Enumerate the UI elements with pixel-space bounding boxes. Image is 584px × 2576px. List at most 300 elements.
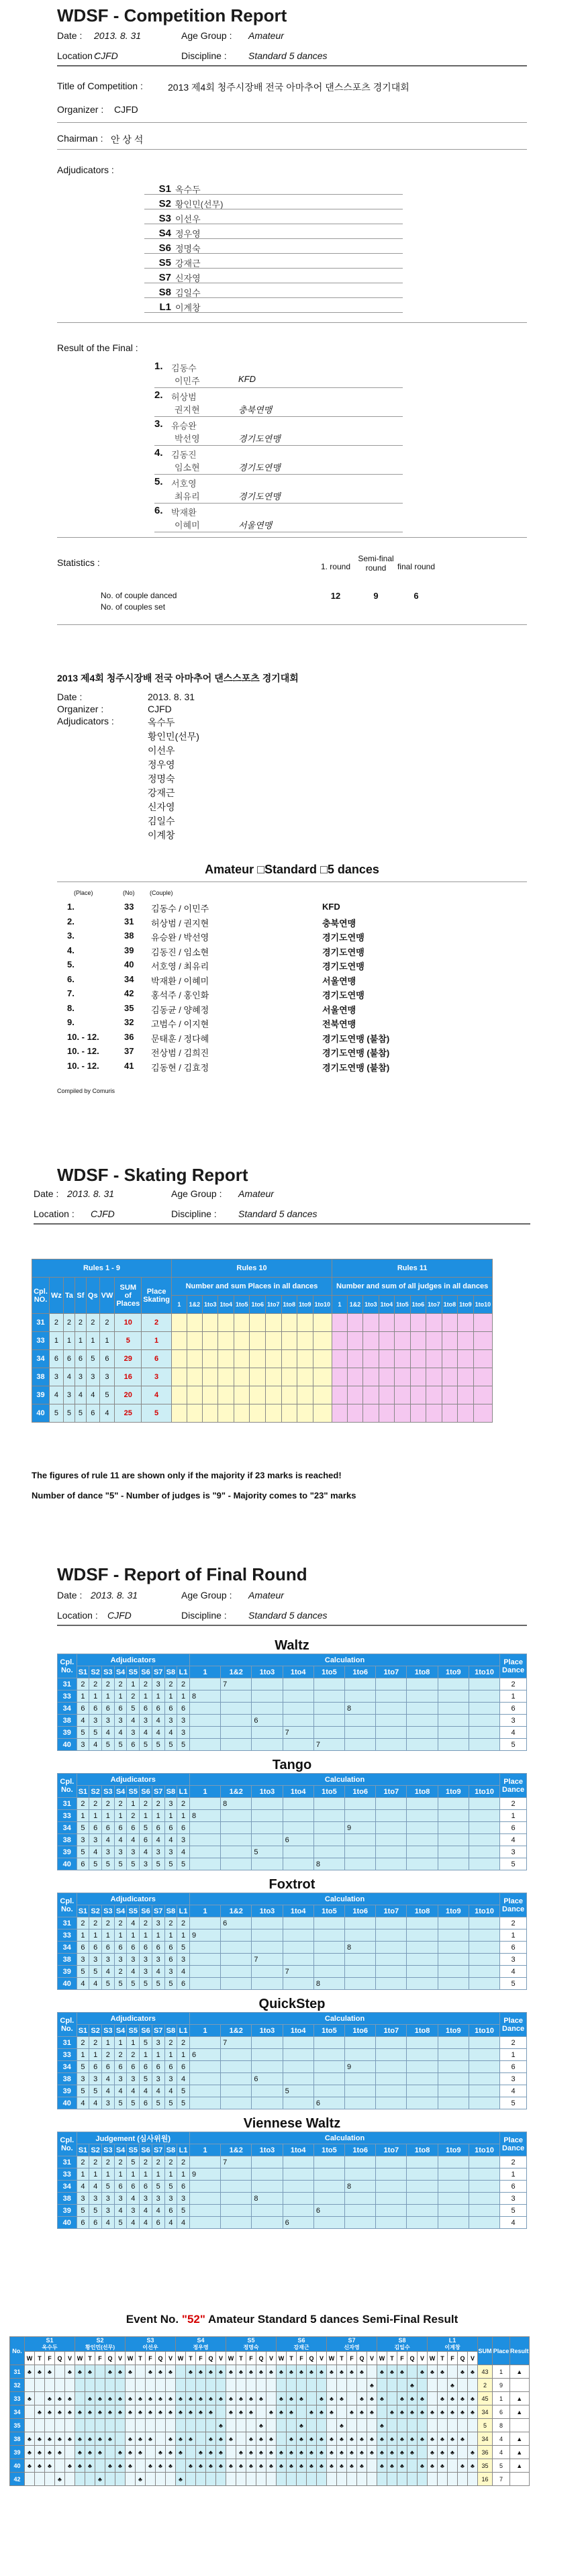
mark-cell: ♣ — [317, 2405, 327, 2419]
dance-letter: V — [418, 2352, 428, 2365]
col-judge: S1 — [77, 1666, 89, 1678]
rule-11-cell — [410, 1350, 426, 1368]
col-cpl: Cpl. No. — [58, 1774, 77, 1798]
calc-cell — [252, 2085, 283, 2097]
judge-mark: 4 — [164, 1727, 177, 1739]
calc-cell — [283, 2181, 313, 2193]
col-dance: Ta — [63, 1278, 75, 1314]
finalist-club: 서울연맹 — [238, 520, 273, 530]
mark-cell — [95, 2459, 105, 2473]
mark-cell: ♣ — [206, 2365, 216, 2379]
col-adjudicators: Adjudicators — [77, 2013, 189, 2025]
calc-cell — [345, 1810, 376, 1822]
calc-cell: 9 — [189, 1929, 220, 1942]
mark-cell — [428, 2379, 438, 2392]
mark-cell: ♣ — [357, 2446, 367, 2459]
rule-10-cell — [234, 1314, 250, 1332]
mark-cell — [65, 2379, 75, 2392]
col-calc: 1to10 — [469, 2025, 499, 2037]
rule-11-cell — [426, 1332, 442, 1350]
judge-mark: 1 — [140, 1929, 152, 1942]
judge-mark: 5 — [177, 1739, 190, 1751]
calc-cell — [345, 2073, 376, 2085]
date-value: 2013. 8. 31 — [94, 30, 142, 41]
calc-cell — [469, 2217, 499, 2229]
rule-11-cell — [426, 1314, 442, 1332]
mark-cell: ♣ — [95, 2405, 105, 2419]
mark-cell: ♣ — [45, 2446, 55, 2459]
place-dance: 5 — [500, 1978, 527, 1990]
calc-cell — [221, 1966, 252, 1978]
calc-cell — [345, 2193, 376, 2205]
col-calc: 1to7 — [376, 2025, 407, 2037]
calc-cell — [313, 1929, 344, 1942]
date-value: 2013. 8. 31 — [91, 1590, 138, 1601]
dance-place: 1 — [86, 1332, 99, 1350]
mark-cell: ♣ — [35, 2446, 45, 2459]
judge-mark: 2 — [89, 1917, 102, 1929]
calc-cell — [345, 1966, 376, 1978]
place-dance: 3 — [500, 1846, 527, 1858]
dance-place: 3 — [63, 1386, 75, 1404]
rule-11-cell — [473, 1404, 493, 1423]
judge-mark: 5 — [89, 2205, 102, 2217]
rule-10-cell — [202, 1404, 218, 1423]
rule-11-cell — [363, 1386, 379, 1404]
calc-cell — [252, 1739, 283, 1751]
rule-11-cell — [410, 1386, 426, 1404]
calc-cell — [221, 1703, 252, 1715]
col-judge: S2 — [89, 1905, 102, 1917]
divider — [57, 881, 527, 882]
mark-cell — [287, 2379, 297, 2392]
dance-place: 2 — [75, 1314, 86, 1332]
summary-place: 8. — [67, 1002, 75, 1013]
col-calc: 1to3 — [252, 1786, 283, 1798]
mark-cell: ♣ — [75, 2459, 85, 2473]
summary-no: 38 — [124, 931, 134, 941]
cpl-no: 31 — [58, 1798, 77, 1810]
calc-cell — [469, 2073, 499, 2085]
rule-11-cell — [363, 1332, 379, 1350]
mark-cell — [236, 2379, 246, 2392]
summary-couple: 전상범 / 김희진 — [151, 1048, 209, 1058]
col-judge: S5 — [127, 1666, 140, 1678]
calc-cell — [313, 1727, 344, 1739]
calc-cell — [252, 1810, 283, 1822]
judge-mark: 1 — [77, 1690, 89, 1703]
mark-cell: ♣ — [196, 2405, 206, 2419]
col-adjudicators: Adjudicators — [77, 1774, 189, 1786]
mark-cell: ♣ — [407, 2379, 418, 2392]
dance-place: 4 — [63, 1368, 75, 1386]
mark-cell: ♣ — [95, 2446, 105, 2459]
calc-cell — [438, 1727, 469, 1739]
mark-cell: ♣ — [206, 2446, 216, 2459]
chairman-label: Chairman : — [57, 133, 103, 144]
judge-mark: 5 — [114, 2217, 127, 2229]
calc-cell — [438, 2097, 469, 2109]
mark-cell: ♣ — [226, 2432, 236, 2446]
mark-cell — [297, 2473, 307, 2486]
col-judge: S7 — [152, 1666, 164, 1678]
col-place-range: 1to4 — [379, 1296, 395, 1314]
judge-mark: 6 — [177, 1978, 190, 1990]
mark-cell: ♣ — [317, 2432, 327, 2446]
dance-place: 6 — [86, 1404, 99, 1423]
mark-cell: ♣ — [85, 2432, 95, 2446]
rule-10-cell — [313, 1404, 332, 1423]
judge-mark: 3 — [89, 1715, 102, 1727]
dance-letter: F — [95, 2352, 105, 2365]
judge-mark: 2 — [164, 1917, 177, 1929]
calc-cell — [252, 2205, 283, 2217]
finalist-place: 6. — [154, 505, 163, 516]
judge-header — [277, 2337, 327, 2352]
judge-mark: 1 — [177, 2049, 190, 2061]
mark-cell — [25, 2405, 35, 2419]
calc-cell — [469, 1715, 499, 1727]
summary-place: 4. — [67, 945, 75, 955]
place-dance: 1 — [500, 1929, 527, 1942]
mark-cell: ♣ — [347, 2432, 357, 2446]
adjudicator-name: 황인민(선무) — [175, 199, 224, 209]
organizer-label: Organizer : — [57, 104, 104, 115]
judge-mark: 1 — [89, 1690, 102, 1703]
judge-mark: 3 — [164, 1715, 177, 1727]
col-adjudicators: Adjudicators — [77, 1654, 189, 1666]
place-skating: 2 — [142, 1314, 172, 1332]
calc-cell — [189, 1703, 220, 1715]
mark-cell: ♣ — [196, 2459, 206, 2473]
place-skating: 3 — [142, 1368, 172, 1386]
col-judge: S8 — [164, 2025, 177, 2037]
calc-cell — [252, 2181, 283, 2193]
mark-cell: ♣ — [287, 2432, 297, 2446]
semifinal-row — [10, 2419, 530, 2432]
mark-cell: ♣ — [327, 2392, 337, 2405]
dance-place: 5 — [75, 1404, 86, 1423]
adjudicator-code: L1 — [159, 301, 171, 313]
judge-mark: 1 — [102, 1810, 115, 1822]
rule-10-cell — [281, 1368, 297, 1386]
mark-cell — [458, 2446, 468, 2459]
mark-cell: ♣ — [438, 2432, 448, 2446]
col-place-range: 1to6 — [410, 1296, 426, 1314]
judge-mark: 1 — [152, 2168, 164, 2181]
rule-10-cell — [297, 1386, 313, 1404]
dance-place: 6 — [99, 1350, 115, 1368]
dance-letter: W — [377, 2352, 387, 2365]
judge-mark: 6 — [140, 1703, 152, 1715]
col-calc: 1to9 — [438, 2025, 469, 2037]
judge-mark: 1 — [152, 2049, 164, 2061]
calc-cell — [469, 1929, 499, 1942]
col-place-range: 1&2 — [187, 1296, 202, 1314]
finalist-row — [154, 417, 403, 446]
mark-cell: ♣ — [246, 2365, 256, 2379]
col-adjudicators: Judgement (심사위원) — [77, 2132, 189, 2144]
judge-mark: 5 — [152, 1858, 164, 1870]
calc-cell — [376, 2073, 407, 2085]
semifinal-row — [10, 2446, 530, 2459]
judge-mark: 5 — [127, 2097, 140, 2109]
dance-row — [58, 1678, 527, 1690]
col-judge: S7 — [152, 1905, 164, 1917]
calc-cell — [345, 2156, 376, 2168]
col-judge: L1 — [177, 1666, 190, 1678]
calc-cell — [345, 1715, 376, 1727]
rules-10-header: Rules 10 — [171, 1259, 332, 1278]
mark-cell: ♣ — [186, 2405, 196, 2419]
calc-cell — [345, 1739, 376, 1751]
calc-cell — [376, 2085, 407, 2097]
skating-row — [32, 1368, 493, 1386]
mark-cell: ♣ — [166, 2432, 176, 2446]
mark-cell: ♣ — [146, 2392, 156, 2405]
calc-cell: 8 — [313, 1858, 344, 1870]
col-judge: S5 — [127, 1905, 140, 1917]
calc-cell — [345, 2037, 376, 2049]
dance-letter: F — [347, 2352, 357, 2365]
calc-cell — [252, 1678, 283, 1690]
rule-10-cell — [187, 1332, 202, 1350]
rule-10-cell — [281, 1314, 297, 1332]
rule-11-cell — [426, 1368, 442, 1386]
calc-cell — [313, 1798, 344, 1810]
col-calc: 1to5 — [313, 1666, 344, 1678]
calc-cell — [283, 1858, 313, 1870]
skating-note-1: The figures of rule 11 are shown only if the majority if 23 marks is reached! — [32, 1470, 342, 1480]
calc-cell — [438, 1846, 469, 1858]
summary-club: 경기도연맹 — [322, 947, 364, 957]
calc-cell — [283, 2097, 313, 2109]
rule-10-cell — [281, 1386, 297, 1404]
discipline-value: Standard 5 dances — [238, 1208, 318, 1219]
dance-row — [58, 2073, 527, 2085]
location-value: CJFD — [91, 1208, 115, 1219]
compiled-by: Compiled by Comuris — [57, 1088, 115, 1094]
mark-cell — [468, 2419, 478, 2432]
rule-11-cell — [473, 1350, 493, 1368]
col-calc: 1to5 — [313, 1786, 344, 1798]
calc-cell — [283, 1678, 313, 1690]
sum: 35 — [478, 2459, 493, 2473]
dance-letter: W — [75, 2352, 85, 2365]
mark-cell — [95, 2419, 105, 2432]
age-group-value: Amateur — [248, 1590, 284, 1601]
stat-col-2: Semi-final round — [358, 554, 394, 573]
calc-cell — [313, 1690, 344, 1703]
dance-row — [58, 2217, 527, 2229]
calc-cell — [252, 1822, 283, 1834]
calc-cell — [345, 2217, 376, 2229]
calc-cell — [469, 1917, 499, 1929]
divider — [57, 322, 527, 323]
calc-cell: 7 — [221, 2037, 252, 2049]
calc-cell — [221, 2181, 252, 2193]
sum-of-places: 20 — [115, 1386, 142, 1404]
calc-cell — [221, 1846, 252, 1858]
dance-letter: T — [85, 2352, 95, 2365]
mark-cell: ♣ — [297, 2459, 307, 2473]
calc-cell: 8 — [313, 1978, 344, 1990]
judge-mark: 1 — [152, 1929, 164, 1942]
judge-name: 옥수두 — [42, 2344, 58, 2350]
calc-cell: 8 — [221, 1798, 252, 1810]
mark-cell: ♣ — [428, 2405, 438, 2419]
location-label: Location : — [57, 50, 98, 61]
mark-cell — [327, 2419, 337, 2432]
mark-cell — [196, 2379, 206, 2392]
judge-mark: 6 — [89, 2061, 102, 2073]
col-judge: S6 — [140, 2144, 152, 2156]
mark-cell — [115, 2419, 126, 2432]
divider — [34, 1223, 530, 1225]
judge-mark: 3 — [127, 2073, 140, 2085]
judge-mark: 2 — [77, 2156, 89, 2168]
col-calc: 1to8 — [407, 2144, 438, 2156]
col-place-range: 1to4 — [218, 1296, 234, 1314]
dance-table — [57, 1893, 527, 1990]
summary-couple: 서호영 / 최유리 — [151, 961, 209, 971]
dance-place: 6 — [63, 1350, 75, 1368]
mark-cell — [75, 2473, 85, 2486]
rule-10-cell — [234, 1332, 250, 1350]
mark-cell: ♣ — [448, 2405, 458, 2419]
mark-cell: ♣ — [377, 2459, 387, 2473]
finalist-club: KFD — [238, 374, 256, 384]
calc-cell — [407, 1678, 438, 1690]
mark-cell: ♣ — [25, 2365, 35, 2379]
rule-10-cell — [187, 1314, 202, 1332]
mark-cell: ♣ — [65, 2432, 75, 2446]
mark-cell — [297, 2405, 307, 2419]
mark-cell: ♣ — [448, 2392, 458, 2405]
mark-cell — [297, 2379, 307, 2392]
mark-cell — [367, 2365, 377, 2379]
mark-cell: ♣ — [176, 2392, 186, 2405]
judge-mark: 3 — [177, 1727, 190, 1739]
col-calc: 1&2 — [221, 1666, 252, 1678]
judge-mark: 3 — [152, 1917, 164, 1929]
judge-name: 강재근 — [293, 2344, 309, 2350]
calc-cell — [407, 1954, 438, 1966]
col-calculation: Calculation — [189, 1654, 499, 1666]
summary-couple: 허상범 / 권지현 — [151, 918, 209, 928]
mark-cell: ♣ — [377, 2432, 387, 2446]
calc-cell — [345, 1690, 376, 1703]
calc-cell — [189, 2217, 220, 2229]
rule-11-cell — [458, 1314, 474, 1332]
col-judge: S7 — [152, 2144, 164, 2156]
mark-cell: ♣ — [387, 2459, 397, 2473]
judge-mark: 2 — [140, 1678, 152, 1690]
mark-cell — [387, 2379, 397, 2392]
mark-cell: ♣ — [156, 2459, 166, 2473]
adjudicator-list — [144, 181, 403, 314]
dance-row — [58, 1954, 527, 1966]
col-judge: S6 — [140, 1905, 152, 1917]
judge-mark: 4 — [152, 2205, 164, 2217]
adjudicator-row — [144, 196, 403, 211]
dance-block — [57, 1758, 527, 1870]
judge-mark: 3 — [102, 2097, 115, 2109]
mark-cell — [45, 2473, 55, 2486]
mark-cell: ♣ — [75, 2405, 85, 2419]
rule-11-cell — [395, 1350, 411, 1368]
mark-cell — [55, 2365, 65, 2379]
calc-cell — [469, 1798, 499, 1810]
judge-mark: 5 — [114, 1978, 127, 1990]
judge-mark: 6 — [77, 1942, 89, 1954]
calc-cell — [313, 1810, 344, 1822]
col-calculation: Calculation — [189, 2013, 499, 2025]
discipline-value: Standard 5 dances — [248, 1610, 328, 1621]
rule-11-cell — [395, 1314, 411, 1332]
stat-value: 12 — [330, 591, 341, 601]
dance-letter: Q — [156, 2352, 166, 2365]
mark-cell: ♣ — [216, 2459, 226, 2473]
col-judge: S3 — [102, 2025, 115, 2037]
calc-cell — [376, 2205, 407, 2217]
rule-10-cell — [250, 1332, 266, 1350]
stat-col-1: 1. round — [320, 562, 351, 571]
dance-letter: Q — [458, 2352, 468, 2365]
result: ▲ — [510, 2432, 530, 2446]
calc-cell — [221, 1929, 252, 1942]
col-judge: S8 — [164, 1666, 177, 1678]
dance-row — [58, 2205, 527, 2217]
age-group-label: Age Group : — [181, 30, 232, 41]
calc-cell — [407, 2085, 438, 2097]
summary-row — [67, 988, 497, 1003]
judge-mark: 2 — [102, 2049, 115, 2061]
judge-mark: 5 — [114, 1739, 127, 1751]
mark-cell — [75, 2419, 85, 2432]
place: 4 — [493, 2432, 510, 2446]
rule-10-cell — [187, 1386, 202, 1404]
finalist-place: 5. — [154, 476, 163, 487]
calc-cell — [283, 1810, 313, 1822]
col-calc: 1to9 — [438, 2144, 469, 2156]
adjudicator-code: S4 — [158, 227, 171, 239]
mark-cell — [216, 2473, 226, 2486]
dance-row — [58, 1917, 527, 1929]
event-prefix: Event No. — [126, 2313, 179, 2326]
cpl-no: 39 — [58, 2085, 77, 2097]
mark-cell: ♣ — [176, 2405, 186, 2419]
mark-cell: ♣ — [236, 2446, 246, 2459]
judge-code: S4 — [197, 2337, 205, 2344]
col-cpl: Cpl. No. — [58, 1654, 77, 1678]
stat-col-3: final round — [397, 562, 436, 571]
mark-cell — [407, 2419, 418, 2432]
mark-cell — [377, 2405, 387, 2419]
rule-10-cell — [250, 1368, 266, 1386]
skating-row — [32, 1314, 493, 1332]
dance-place: 1 — [63, 1332, 75, 1350]
calc-cell — [283, 1798, 313, 1810]
discipline-label: Discipline : — [181, 1610, 227, 1621]
mark-cell — [115, 2379, 126, 2392]
judge-mark: 4 — [89, 1846, 102, 1858]
dance-place: 4 — [86, 1386, 99, 1404]
calc-cell: 8 — [189, 1810, 220, 1822]
mark-cell: ♣ — [115, 2459, 126, 2473]
mark-cell: ♣ — [136, 2432, 146, 2446]
semifinal-row — [10, 2379, 530, 2392]
